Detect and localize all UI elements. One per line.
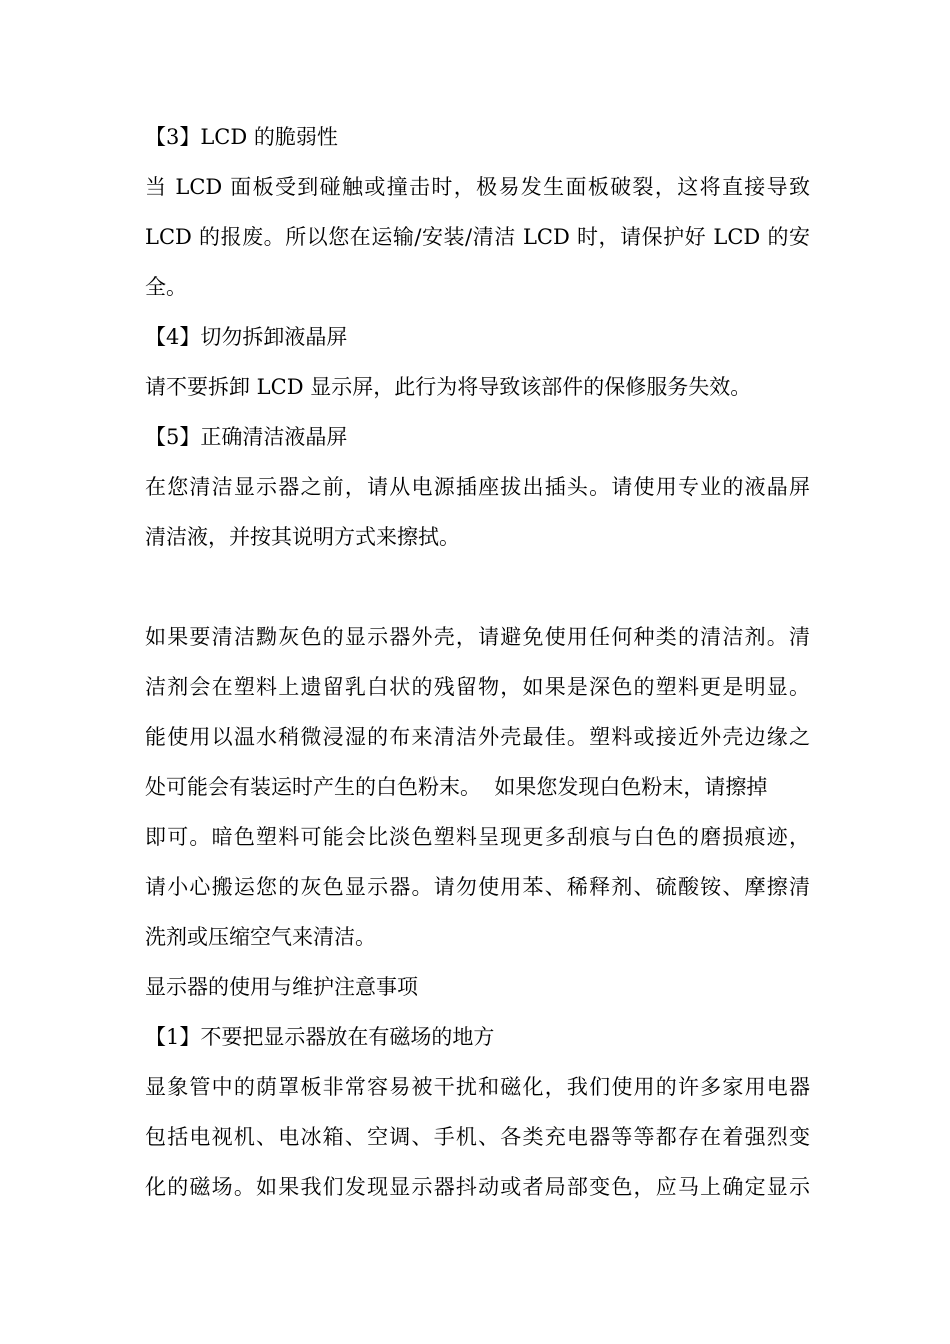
section-3-heading: 【3】LCD 的脆弱性 — [145, 125, 338, 149]
document-body — [145, 112, 810, 1212]
paragraph-line: 洗剂或压缩空气来清洁。 — [145, 925, 376, 949]
blank-line — [145, 562, 810, 612]
paragraph-line: 清洁液，并按其说明方式来擦拭。 — [145, 525, 460, 549]
paragraph-line: 即可。暗色塑料可能会比淡色塑料呈现更多刮痕与白色的磨损痕迹， — [145, 825, 810, 849]
paragraph-line: 如果要清洁黝灰色的显示器外壳，请避免使用任何种类的清洁剂。清 — [145, 625, 810, 649]
paragraph-line: 在您清洁显示器之前，请从电源插座拔出插头。请使用专业的液晶屏 — [145, 475, 810, 499]
section-title: 显示器的使用与维护注意事项 — [145, 975, 418, 999]
paragraph-line: 包括电视机、电冰箱、空调、手机、各类充电器等等都存在着强烈变 — [145, 1125, 810, 1149]
paragraph-line: 当 LCD 面板受到碰触或撞击时，极易发生面板破裂，这将直接导致 — [145, 175, 810, 199]
paragraph-line: 处可能会有装运时产生的白色粉末。 如果您发现白色粉末，请擦掉 — [145, 775, 768, 799]
paragraph-line: 洁剂会在塑料上遗留乳白状的残留物，如果是深色的塑料更是明显。 — [145, 675, 810, 699]
paragraph-line: 全。 — [145, 275, 187, 299]
paragraph-line: 显象管中的荫罩板非常容易被干扰和磁化，我们使用的许多家用电器 — [145, 1075, 810, 1099]
paragraph-line: 请不要拆卸 LCD 显示屏，此行为将导致该部件的保修服务失效。 — [145, 375, 752, 399]
paragraph-line: 能使用以温水稍微浸湿的布来清洁外壳最佳。塑料或接近外壳边缘之 — [145, 725, 810, 749]
paragraph-line: 请小心搬运您的灰色显示器。请勿使用苯、稀释剂、硫酸铵、摩擦清 — [145, 875, 810, 899]
paragraph-line: LCD 的报废。所以您在运输/安装/清洁 LCD 时，请保护好 LCD 的安 — [145, 225, 810, 249]
section-1-heading: 【1】不要把显示器放在有磁场的地方 — [145, 1025, 495, 1049]
paragraph-line: 化的磁场。如果我们发现显示器抖动或者局部变色，应马上确定显示 — [145, 1175, 810, 1199]
section-5-heading: 【5】正确清洁液晶屏 — [145, 425, 348, 449]
section-4-heading: 【4】切勿拆卸液晶屏 — [145, 325, 348, 349]
